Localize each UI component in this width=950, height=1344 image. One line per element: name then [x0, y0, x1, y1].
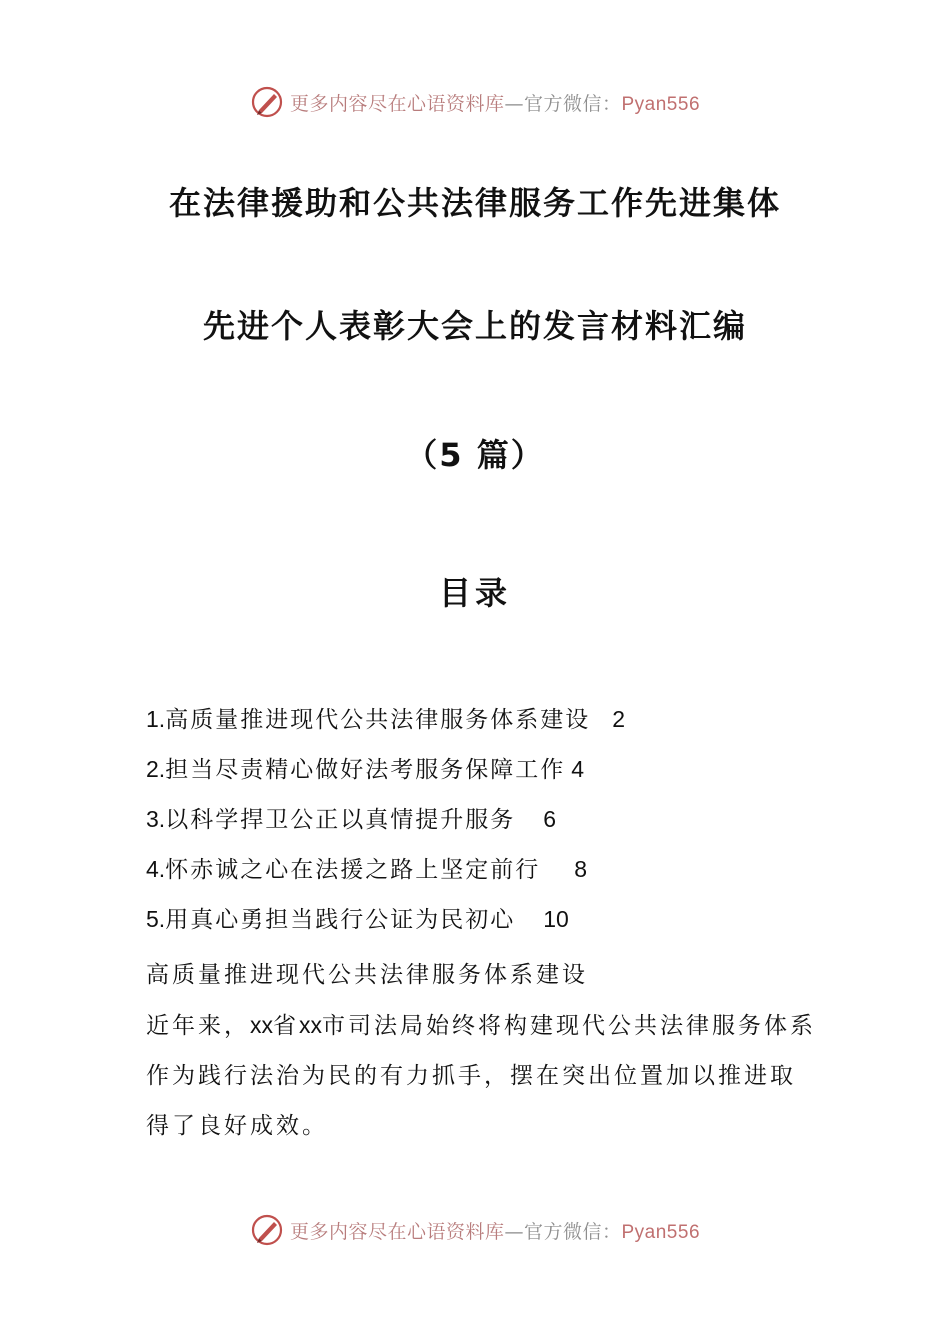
toc-item-title: 高质量推进现代公共法律服务体系建设	[165, 707, 591, 733]
toc-item-title: 怀赤诚之心在法援之路上坚定前行	[165, 857, 541, 883]
pen-logo-icon	[250, 1213, 284, 1247]
toc-item-number: 4.	[146, 856, 166, 882]
toc-item-page: 10	[543, 906, 569, 932]
paragraph-part: 市司法局始终将构建现代公共法律服务体系作为践行法治为民的有力抓手，摆在突出位置加以推进取得了良好成效。	[146, 1013, 816, 1139]
watermark-brand: 更多内容尽在心语资料库	[289, 92, 505, 115]
toc-item-title: 用真心勇担当践行公证为民初心	[165, 907, 516, 933]
footer-watermark	[0, 1210, 950, 1250]
toc-item-title: 以科学捍卫公正以真情提升服务	[165, 807, 516, 833]
toc-item-number: 3.	[146, 806, 166, 832]
watermark-brand: 更多内容尽在心语资料库	[289, 1220, 505, 1243]
header-watermark	[0, 82, 950, 122]
toc-item-title: 担当尽责精心做好法考服务保障工作	[165, 757, 566, 783]
paragraph-part: 省	[273, 1013, 299, 1039]
toc-item	[146, 900, 625, 950]
toc-item	[146, 750, 625, 800]
watermark-text	[290, 1217, 700, 1244]
watermark-text	[290, 89, 700, 116]
toc-item	[146, 700, 625, 750]
toc-item	[146, 850, 625, 900]
placeholder-city: xx	[299, 1012, 322, 1038]
toc-item-page: 8	[574, 856, 587, 882]
article-heading: 高质量推进现代公共法律服务体系建设	[146, 962, 588, 988]
document-title-line-1: 在法律援助和公共法律服务工作先进集体	[168, 184, 781, 222]
toc-item-number: 1.	[146, 706, 166, 732]
paragraph-part: 近年来，	[146, 1013, 250, 1039]
article-body	[146, 950, 816, 1151]
toc-item-page: 6	[543, 806, 556, 832]
toc-heading: 目录	[438, 574, 511, 612]
watermark-wechat-label: 官方微信：	[523, 92, 622, 115]
watermark-dash: —	[504, 1220, 524, 1243]
table-of-contents	[146, 700, 625, 950]
document-title-count: （5 篇）	[405, 436, 545, 474]
toc-item	[146, 800, 625, 850]
toc-item-page: 2	[612, 706, 625, 732]
toc-item-number: 5.	[146, 906, 166, 932]
toc-item-number: 2.	[146, 756, 166, 782]
watermark-dash: —	[504, 92, 524, 115]
watermark-wechat-label: 官方微信：	[523, 1220, 622, 1243]
placeholder-province: xx	[250, 1012, 273, 1038]
toc-item-page: 4	[571, 756, 584, 782]
pen-logo-icon	[250, 85, 284, 119]
article-paragraph	[146, 1000, 816, 1151]
watermark-account: Pyan556	[621, 93, 701, 115]
watermark-account: Pyan556	[621, 1221, 701, 1243]
document-title-line-2: 先进个人表彰大会上的发言材料汇编	[202, 307, 747, 345]
